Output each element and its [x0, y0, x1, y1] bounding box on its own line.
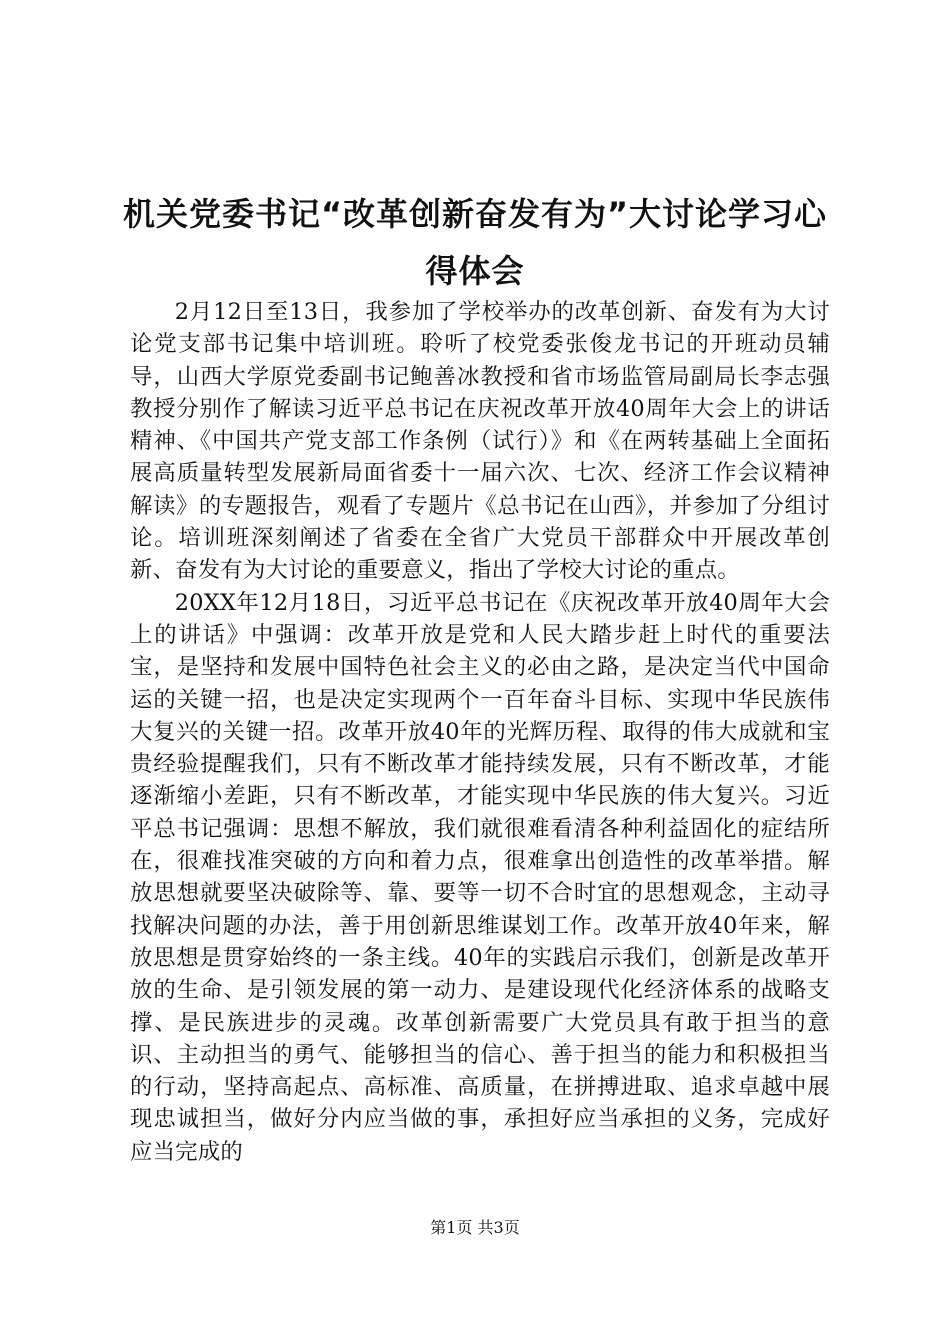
- document-title: 机关党委书记“改革创新奋发有为”大讨论学习心得体会: [122, 195, 828, 290]
- paragraph-2: 20XX年12月18日，习近平总书记在《庆祝改革开放40周年大会上的讲话》中强调：改革开放是党和人民大踏步赶上时代的重要法宝，是坚持和发展中国特色社会主义的必由之路，是决定当代中国命运的关键一招，也是决定实现两个一百年奋斗目标、实现中华民族伟大复兴的关键一招。改革开放40年的光辉历程、取得的伟大成就和宝贵经验提醒我们，只有不断改革才能持续发展，只有不断改革，才能逐渐缩小差距，只有不断改革，才能实现中华民族的伟大复兴。习近平总书记强调：思想不解放，我们就很难看清各种利益固化的症结所在，很难找准突破的方向和着力点，很难拿出创造性的改革举措。解放思想就要坚决破除等、靠、要等一切不合时宜的思想观念，主动寻找解决问题的办法，善于用创新思维谋划工作。改革开放40年来，解放思想是贯穿始终的一条主线。40年的实践启示我们，创新是改革开放的生命、是引领发展的第一动力、是建设现代化经济体系的战略支撑、是民族进步的灵魂。改革创新需要广大党员具有敢于担当的意识、主动担当的勇气、能够担当的信心、善于担当的能力和积极担当的行动，坚持高起点、高标准、高质量，在拼搏进取、追求卓越中展现忠诚担当，做好分内应当做的事，承担好应当承担的义务，完成好应当完成的: [130, 589, 830, 1165]
- paragraph-1: 2月12日至13日，我参加了学校举办的改革创新、奋发有为大讨论党支部书记集中培训班。聆听了校党委张俊龙书记的开班动员辅导，山西大学原党委副书记鲍善冰教授和省市场监管局副局长李志强教授分别作了解读习近平总书记在庆祝改革开放40周年大会上的讲话精神、《中国共产党支部工作条例（试行）》和《在两转基础上全面拓展高质量转型发展新局面省委十一届六次、七次、经济工作会议精神解读》的专题报告，观看了专题片《总书记在山西》，并参加了分组讨论。培训班深刻阐述了省委在全省广大党员干部群众中开展改革创新、奋发有为大讨论的重要意义，指出了学校大讨论的重点。: [130, 299, 830, 584]
- page-footer: 第1页 共3页: [430, 1218, 520, 1237]
- document-body: [130, 296, 830, 1168]
